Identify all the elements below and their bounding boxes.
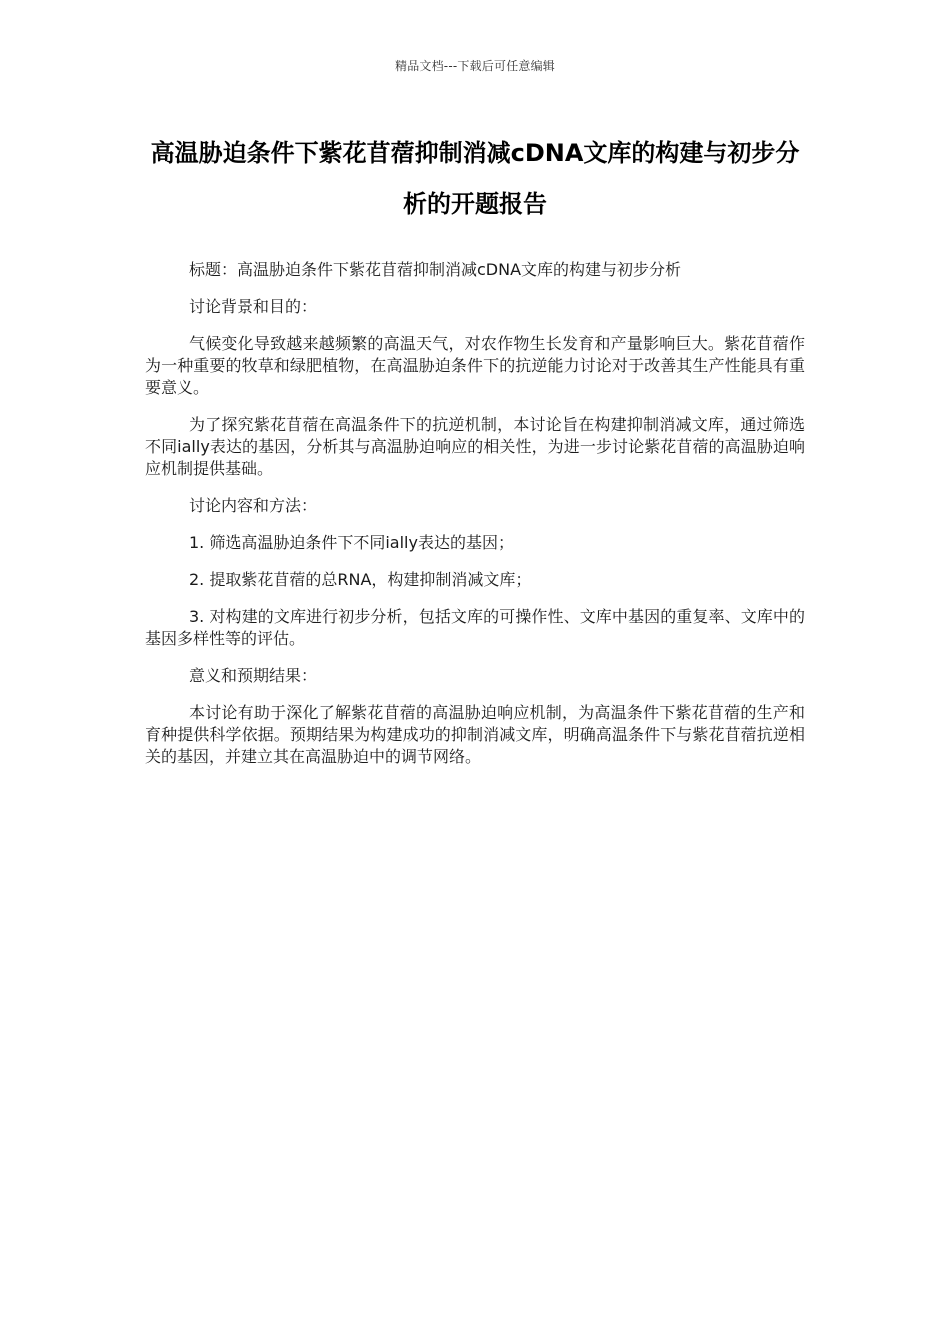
section-heading-methods: 讨论内容和方法： [189, 496, 318, 515]
method-item-2: 2. 提取紫花苜蓿的总RNA，构建抑制消减文库； [189, 570, 532, 589]
header-note: 精品文档---下载后可任意编辑 [395, 59, 555, 73]
section-heading-background: 讨论背景和目的： [189, 297, 318, 316]
title-line: 标题：高温胁迫条件下紫花苜蓿抑制消减cDNA文库的构建与初步分析 [189, 260, 682, 279]
paragraph-significance: 本讨论有助于深化了解紫花苜蓿的高温胁迫响应机制，为高温条件下紫花苜蓿的生产和育种提供科学依据。预期结果为构建成功的抑制消减文库，明确高温条件下与紫花苜蓿抗逆相关的基因，并建立其在高温胁迫中的调节网络。 [145, 703, 805, 766]
method-item-3: 3. 对构建的文库进行初步分析，包括文库的可操作性、文库中基因的重复率、文库中的基因多样性等的评估。 [145, 607, 805, 648]
document-body [145, 259, 805, 783]
paragraph-background-1: 气候变化导致越来越频繁的高温天气，对农作物生长发育和产量影响巨大。紫花苜蓿作为一种重要的牧草和绿肥植物，在高温胁迫条件下的抗逆能力讨论对于改善其生产性能具有重要意义。 [145, 334, 805, 397]
method-item-1: 1. 筛选高温胁迫条件下不同ially表达的基因； [189, 533, 514, 552]
section-heading-significance: 意义和预期结果： [189, 666, 318, 685]
document-title: 高温胁迫条件下紫花苜蓿抑制消减cDNA文库的构建与初步分析的开题报告 [150, 139, 800, 218]
paragraph-background-2: 为了探究紫花苜蓿在高温条件下的抗逆机制，本讨论旨在构建抑制消减文库，通过筛选不同ially表达的基因，分析其与高温胁迫响应的相关性，为进一步讨论紫花苜蓿的高温胁迫响应机制提供基础。 [145, 415, 805, 478]
